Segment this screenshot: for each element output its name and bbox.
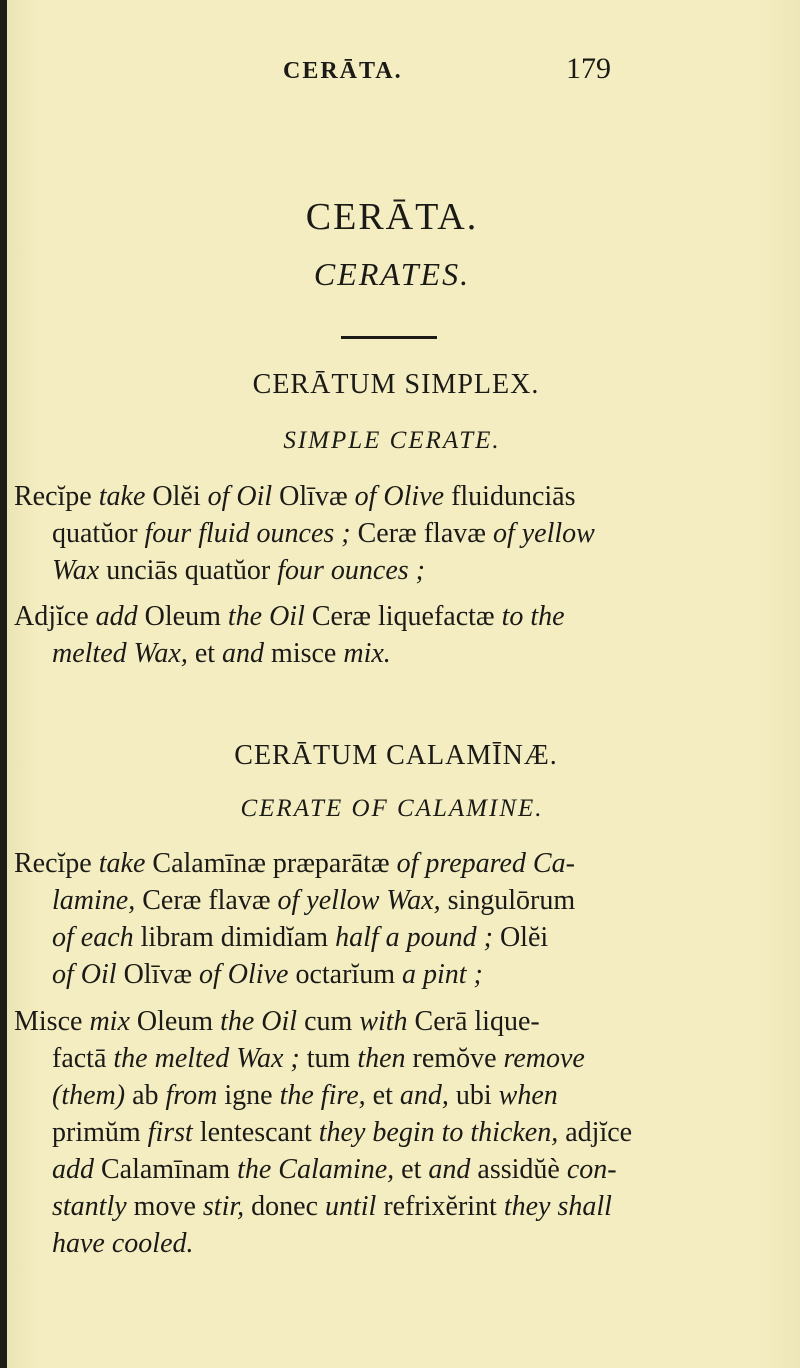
latin-text: ubi [448, 1080, 499, 1111]
section-title-calaminae-en: CERATE OF CALAMINE. [240, 795, 544, 822]
section-title-simplex: CERĀTUM SIMPLEX. [252, 369, 540, 400]
english-gloss: con- [566, 1154, 617, 1185]
english-gloss: and [222, 638, 265, 669]
english-gloss: of yellow Wax, [277, 885, 441, 916]
section-title-simplex-en: SIMPLE CERATE. [283, 427, 501, 454]
page-number: 179 [566, 52, 611, 85]
english-gloss: they shall [503, 1191, 612, 1222]
english-gloss: half a pound ; [335, 922, 493, 953]
english-gloss: the Oil [227, 601, 305, 632]
text-line [14, 635, 798, 672]
latin-text: Olĕi [145, 481, 208, 512]
latin-text: unciās quatŭor [99, 555, 278, 586]
english-gloss: with [359, 1006, 408, 1037]
latin-text: lentescant [192, 1117, 319, 1148]
latin-text: Olīvæ [272, 481, 355, 512]
latin-text: Ceræ liquefactæ [304, 601, 502, 632]
text-line [14, 1151, 798, 1188]
latin-text: igne [217, 1080, 280, 1111]
latin-text: Oleum [129, 1006, 221, 1037]
latin-text: adjĭce [558, 1117, 633, 1148]
latin-text: Calamīnæ præparātæ [145, 848, 397, 879]
text-line [14, 598, 798, 635]
english-gloss: the Calamine, [237, 1154, 395, 1185]
latin-text: et [187, 638, 223, 669]
english-gloss: of Oil [207, 481, 273, 512]
english-gloss: (them) [52, 1080, 126, 1111]
english-gloss: when [498, 1080, 558, 1111]
latin-text: cum [297, 1006, 360, 1037]
text-line [14, 1003, 798, 1040]
english-gloss: take [98, 481, 146, 512]
latin-text: Oleum [137, 601, 228, 632]
latin-text: quatŭor [52, 518, 145, 549]
english-gloss: and, [399, 1080, 449, 1111]
latin-text: ab [125, 1080, 166, 1111]
text-line [14, 1040, 798, 1077]
english-gloss: Wax [52, 555, 100, 586]
english-gloss: of prepared Ca- [396, 848, 575, 879]
latin-text: donec [244, 1191, 325, 1222]
english-gloss: have cooled. [52, 1228, 194, 1259]
title-divider-rule [341, 336, 437, 339]
english-gloss: of yellow [492, 518, 595, 549]
english-gloss: stir, [202, 1191, 245, 1222]
latin-text: Misce [14, 1006, 90, 1037]
english-gloss: first [147, 1117, 193, 1148]
latin-text: libram dimidĭam [133, 922, 336, 953]
latin-text: Calamīnam [94, 1154, 238, 1185]
paragraph-calaminae-recipe [14, 845, 798, 993]
english-gloss: the Oil [220, 1006, 298, 1037]
chapter-subtitle: CERATES. [313, 256, 471, 292]
text-line [14, 1114, 798, 1151]
latin-text: Ceræ flavæ [350, 518, 493, 549]
latin-text: et [365, 1080, 400, 1111]
latin-text: singulōrum [440, 885, 576, 916]
text-line [14, 956, 798, 993]
english-gloss: then [357, 1043, 406, 1074]
latin-text: refrixĕrint [376, 1191, 504, 1222]
running-head-title: CERĀTA. [283, 58, 403, 84]
running-head [0, 52, 800, 92]
english-gloss: to the [501, 601, 565, 632]
english-gloss: melted Wax, [52, 638, 188, 669]
english-gloss: stantly [52, 1191, 127, 1222]
english-gloss: from [165, 1080, 218, 1111]
paragraph-calaminae-method [14, 1003, 798, 1262]
text-line [14, 552, 798, 589]
english-gloss: add [52, 1154, 94, 1185]
english-gloss: take [98, 848, 146, 879]
english-gloss: until [325, 1191, 377, 1222]
text-line [14, 882, 798, 919]
latin-text: Recĭpe [14, 848, 99, 879]
paragraph-simplex-recipe [14, 478, 798, 589]
english-gloss: add [95, 601, 138, 632]
latin-text: misce [264, 638, 344, 669]
english-gloss: they begin to thicken, [318, 1117, 559, 1148]
section-title-calaminae: CERĀTUM CALAMĪNÆ. [234, 740, 558, 771]
english-gloss: of Olive [354, 481, 445, 512]
latin-text: fluidunciās [444, 481, 576, 512]
english-gloss: of Oil [52, 959, 117, 990]
latin-text: Olĕi [492, 922, 549, 953]
latin-text: move [126, 1191, 203, 1222]
english-gloss: and [428, 1154, 471, 1185]
text-line [14, 1077, 798, 1114]
english-gloss: the fire, [279, 1080, 366, 1111]
latin-text: Recĭpe [14, 481, 99, 512]
paragraph-simplex-method [14, 598, 798, 672]
latin-text: tum [299, 1043, 358, 1074]
english-gloss: the melted Wax ; [113, 1043, 300, 1074]
latin-text: remŏve [405, 1043, 504, 1074]
text-line [14, 478, 798, 515]
latin-text: Cerā lique- [407, 1006, 540, 1037]
english-gloss: mix [89, 1006, 130, 1037]
english-gloss: of Olive [199, 959, 289, 990]
text-line [14, 919, 798, 956]
text-line [14, 1188, 798, 1225]
chapter-title: CERĀTA. [305, 196, 479, 238]
english-gloss: lamine, [52, 885, 136, 916]
latin-text: et [394, 1154, 429, 1185]
english-gloss: mix. [343, 638, 391, 669]
text-line [14, 515, 798, 552]
text-line [14, 845, 798, 882]
latin-text: Adjĭce [14, 601, 96, 632]
english-gloss: four ounces ; [277, 555, 426, 586]
text-line [14, 1225, 798, 1262]
latin-text: primŭm [52, 1117, 148, 1148]
latin-text: Olīvæ [116, 959, 200, 990]
english-gloss: of each [52, 922, 134, 953]
latin-text: Ceræ flavæ [135, 885, 278, 916]
english-gloss: remove [503, 1043, 585, 1074]
latin-text: octarĭum [288, 959, 402, 990]
latin-text: factā [52, 1043, 114, 1074]
english-gloss: four fluid ounces ; [144, 518, 351, 549]
latin-text: assidŭè [470, 1154, 567, 1185]
english-gloss: a pint ; [401, 959, 483, 990]
